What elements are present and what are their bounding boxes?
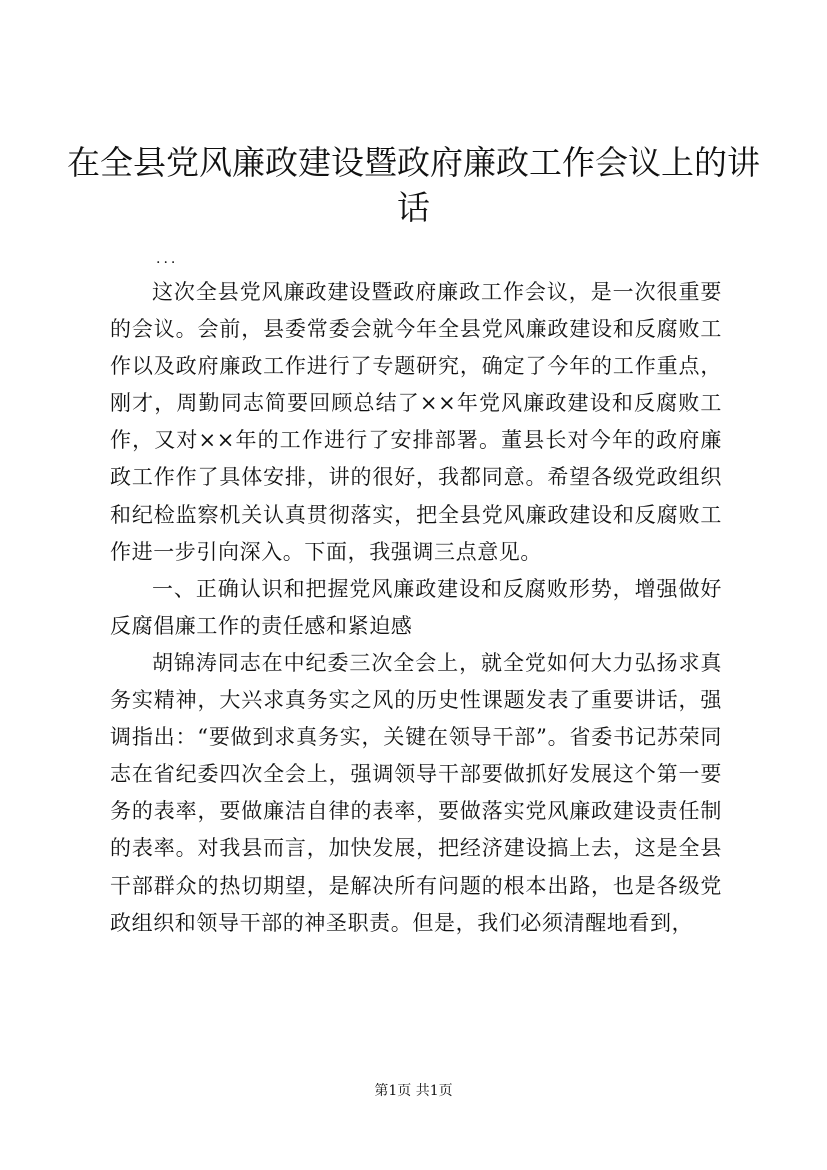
section-heading-1: 一、正确认识和把握党风廉政建设和反腐败形势，增强做好反腐倡廉工作的责任感和紧迫感 xyxy=(110,576,722,638)
document-body xyxy=(110,244,722,942)
paragraph-section-1: 胡锦涛同志在中纪委三次全会上，就全党如何大力弘扬求真务实精神，大兴求真务实之风的历史性课题发表了重要讲话，强调指出：“要做到求真务实，关键在领导干部”。省委书记苏荣同志在省纪委四次全会上，强调领导干部要做抓好发展这个第一要务的表率，要做廉洁自律的表率，要做落实党风廉政建设责任制的表率。对我县而言，加快发展，把经济建设搞上去，这是全县干部群众的热切期望，是解决所有问题的根本出路，也是各级党政组织和领导干部的神圣职责。但是，我们必须清醒地看到， xyxy=(110,650,722,935)
page-footer: 第1页 共1页 xyxy=(374,1083,453,1099)
paragraph-intro: 这次全县党风廉政建设暨政府廉政工作会议，是一次很重要的会议。会前，县委常委会就今年全县党风廉政建设和反腐败工作以及政府廉政工作进行了专题研究，确定了今年的工作重点，刚才，周勤同志简要回顾总结了××年党风廉政建设和反腐败工作，又对××年的工作进行了安排部署。董县长对今年的政府廉政工作作了具体安排，讲的很好，我都同意。希望各级党政组织和纪检监察机关认真贯彻落实，把全县党风廉政建设和反腐败工作进一步引向深入。下面，我强调三点意见。 xyxy=(110,280,722,564)
document-title: 在全县党风廉政建设暨政府廉政工作会议上的讲话 xyxy=(67,143,760,227)
ellipsis-marker: ... xyxy=(156,251,179,267)
